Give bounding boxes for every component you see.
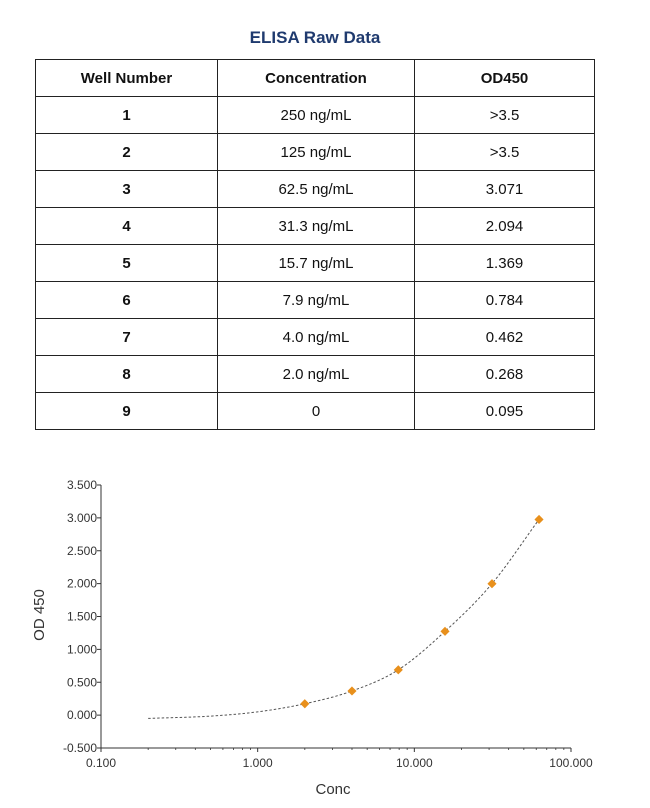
y-tick-label: 3.000	[66, 510, 97, 525]
well-number-cell: 4	[36, 208, 218, 245]
x-axis-title: Conc	[315, 781, 351, 798]
header-od450: OD450	[415, 60, 595, 97]
data-point	[348, 687, 356, 695]
y-tick-label: -0.500	[62, 741, 97, 755]
od450-cell: 1.369	[415, 245, 595, 282]
table-row	[36, 282, 595, 319]
header-concentration: Concentration	[218, 60, 415, 97]
concentration-cell: 4.0 ng/mL	[218, 319, 415, 356]
y-tick-label: 1.500	[66, 609, 97, 624]
table-row	[36, 356, 595, 393]
table-row	[36, 171, 595, 208]
table-row	[36, 134, 595, 171]
well-number-cell: 7	[36, 319, 218, 356]
data-point	[535, 515, 543, 523]
od450-cell: 2.094	[415, 208, 595, 245]
header-well-number: Well Number	[36, 60, 218, 97]
well-number-cell: 6	[36, 282, 218, 319]
data-point	[441, 627, 449, 635]
table-row	[36, 393, 595, 430]
x-tick-label: 0.100	[85, 756, 117, 770]
y-tick-label: 2.000	[66, 576, 97, 591]
well-number-cell: 1	[36, 97, 218, 134]
data-point	[301, 700, 309, 708]
table-row	[36, 319, 595, 356]
x-tick-label: 1.000	[242, 756, 273, 770]
od450-cell: 0.784	[415, 282, 595, 319]
table-header-row	[36, 60, 595, 97]
well-number-cell: 8	[36, 356, 218, 393]
od450-cell: >3.5	[415, 97, 595, 134]
chart-axes	[63, 478, 593, 770]
od450-cell: 0.095	[415, 393, 595, 430]
y-tick-label: 3.500	[66, 478, 97, 492]
well-number-cell: 5	[36, 245, 218, 282]
concentration-cell: 0	[218, 393, 415, 430]
y-tick-label: 2.500	[66, 543, 97, 558]
concentration-cell: 15.7 ng/mL	[218, 245, 415, 282]
y-axis-title: OD 450	[31, 589, 48, 641]
table-row	[36, 97, 595, 134]
fit-curve-layer	[148, 519, 539, 718]
well-number-cell: 9	[36, 393, 218, 430]
od450-cell: 3.071	[415, 171, 595, 208]
x-tick-label: 100.000	[549, 756, 593, 770]
y-tick-label: 1.000	[66, 642, 97, 657]
well-number-cell: 2	[36, 134, 218, 171]
page-title: ELISA Raw Data	[249, 28, 381, 47]
od450-cell: 0.462	[415, 319, 595, 356]
standard-curve-chart	[0, 465, 650, 805]
y-tick-label: 0.000	[66, 708, 97, 723]
concentration-cell: 250 ng/mL	[218, 97, 415, 134]
raw-data-table	[35, 59, 595, 430]
data-points-layer	[301, 515, 543, 707]
od450-cell: >3.5	[415, 134, 595, 171]
concentration-cell: 7.9 ng/mL	[218, 282, 415, 319]
table-row	[36, 245, 595, 282]
concentration-cell: 125 ng/mL	[218, 134, 415, 171]
concentration-cell: 62.5 ng/mL	[218, 171, 415, 208]
x-tick-label: 10.000	[395, 756, 433, 770]
data-point	[394, 666, 402, 674]
concentration-cell: 31.3 ng/mL	[218, 208, 415, 245]
concentration-cell: 2.0 ng/mL	[218, 356, 415, 393]
od450-cell: 0.268	[415, 356, 595, 393]
y-tick-label: 0.500	[66, 675, 97, 690]
well-number-cell: 3	[36, 171, 218, 208]
table-row	[36, 208, 595, 245]
fit-curve	[148, 519, 539, 718]
